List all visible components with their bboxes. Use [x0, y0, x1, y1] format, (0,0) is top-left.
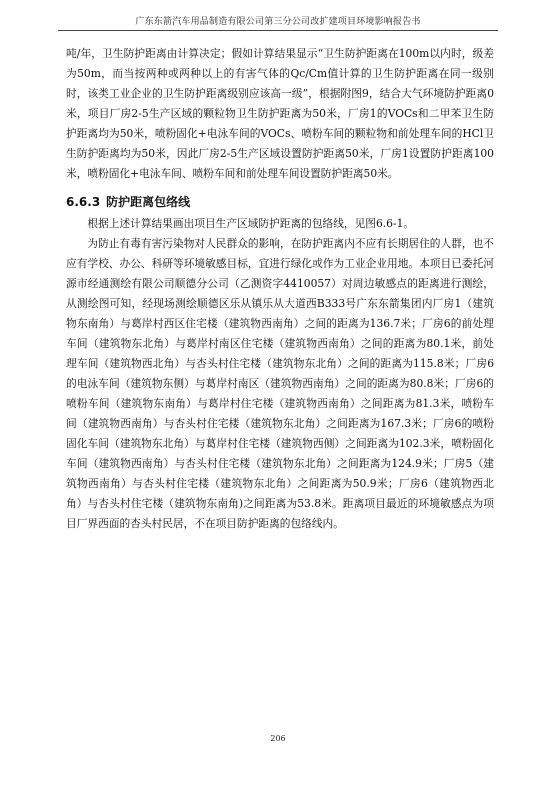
section-title: 防护距离包络线: [106, 195, 191, 209]
paragraph-envelope-figure-ref: 根据上述计算结果画出项目生产区域防护距离的包络线，见图6.6-1。: [87, 217, 415, 230]
section-heading: [66, 192, 494, 212]
page-header: 广东东箭汽车用品制造有限公司第三分公司改扩建项目环境影响报告书: [58, 14, 498, 31]
section-number: 6.6.3: [66, 195, 101, 209]
paragraph-protection-distance-calc: 吨/年，卫生防护距离由计算决定；假如计算结果显示“卫生防护距离在100m以内时，级差为50m，而当按两种或两种以上的有害气体的Qc/Cm值计算的卫生防护距离在同一级别时，该类工业企业的卫生防护距离级别应该高一级”，根据附图9，结合大气环境防护距离0米，项目厂房2-5生产区域的颗粒物卫生防护距离为50米，厂房1的VOCs和二甲苯卫生防护距离均为50米，喷粉固化+电泳车间的VOCs、喷粉车间的颗粒物和前处理车间的HCl卫生防护距离均为50米，因此厂房2-5生产区域设置防护距离50米，厂房1设置防护距离100米，喷粉固化+电泳车间、喷粉车间和前处理车间设置防护距离50米。: [66, 47, 494, 180]
page-number: 206: [270, 734, 286, 743]
document-body: [66, 44, 494, 534]
paragraph-sensitive-targets: 为防止有毒有害污染物对人民群众的影响，在防护距离内不应有长期居住的人群，也不应有学校、办公、科研等环境敏感目标，宜进行绿化或作为工业企业用地。本项目已委托河源市经通测绘有限公司顺德分公司（乙测资字4410057）对周边敏感点的距离进行测绘，从测绘图可知，经现场测绘顺德区乐从镇乐从大道西B333号广东东箭集团内厂房1（建筑物东南角）与葛岸村西区住宅楼（建筑物西南角）之间的距离为136.7米；厂房6的前处理车间（建筑物东北角）与葛岸村南区住宅楼（建筑物西南角）之间的距离为80.1米，前处理车间（建筑物西北角）与杏头村住宅楼（建筑物东北角）之间的距离为115.8米；厂房6的电泳车间（建筑物东侧）与葛岸村南区（建筑物西南角）之间的距离为80.8米；厂房6的喷粉车间（建筑物东南角）与葛岸村住宅楼（建筑物西南角）之间距离为81.3米，喷粉车间（建筑物西南角）与杏头村住宅楼（建筑物东北角）之间距离为167.3米；厂房6的喷粉固化车间（建筑物东北角）与葛岸村住宅楼（建筑物西侧）之间距离为102.3米，喷粉固化车间（建筑物西南角）与杏头村住宅楼（建筑物东北角）之间距离为124.9米；厂房5（建筑物西南角）与杏头村住宅楼（建筑物东北角）之间距离为50.9米；厂房6（建筑物西北角）与杏头村住宅楼（建筑物东南角)之间距离为53.8米。距离项目最近的环境敏感点为项目厂界西面的杏头村民居，不在项目防护距离的包络线内。: [66, 237, 494, 530]
